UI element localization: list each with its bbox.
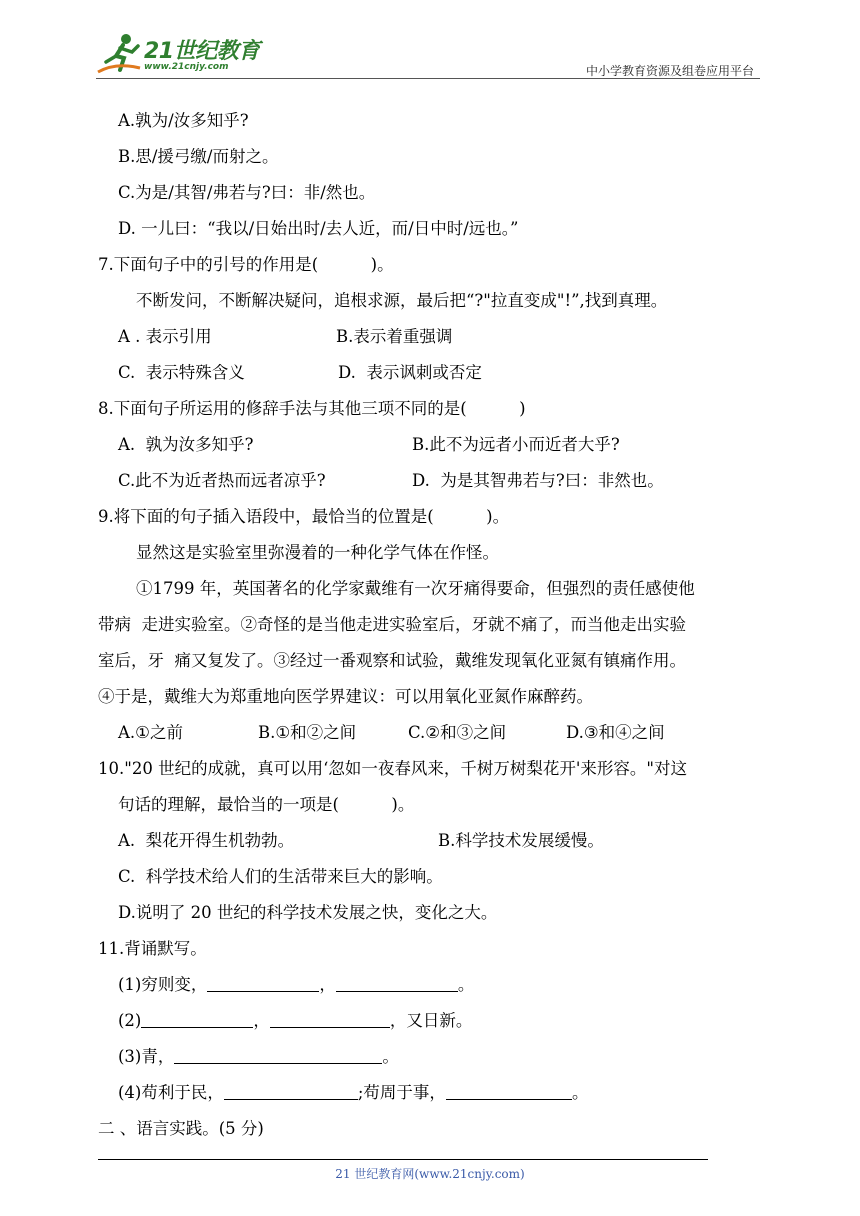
recite-end: 。 — [571, 1083, 589, 1102]
recite-sep: ;苟周于事， — [357, 1083, 446, 1102]
recite-item-2 — [118, 1010, 472, 1032]
recite-item-4 — [118, 1082, 588, 1104]
header-divider — [96, 78, 760, 79]
running-man-icon — [96, 32, 142, 74]
option-d: D. 表示讽刺或否定 — [338, 363, 482, 382]
fill-blank[interactable] — [270, 1011, 390, 1028]
option-d: D. 为是其智弗若与?曰：非然也。 — [412, 471, 664, 490]
option-c: C.此不为近者热而远者凉乎? — [118, 471, 326, 490]
option-line: C.为是/其智/弗若与?曰：非/然也。 — [118, 183, 376, 202]
recite-prefix: (4)苟利于民， — [118, 1083, 224, 1102]
footer-divider — [98, 1159, 708, 1160]
fill-blank[interactable] — [224, 1083, 358, 1100]
option-a: A . 表示引用 — [118, 327, 212, 346]
option-line: A.孰为/汝多知乎? — [118, 111, 249, 130]
option-d: D.③和④之间 — [566, 723, 665, 742]
fill-blank[interactable] — [174, 1047, 382, 1064]
passage-line: 室后，牙 痛又复发了。③经过一番观察和试验，戴维发现氧化亚氮有镇痛作用。 — [98, 651, 686, 670]
passage-line: ④于是，戴维大为郑重地向医学界建议：可以用氧化亚氮作麻醉药。 — [98, 687, 593, 706]
recite-end: ，又日新。 — [389, 1011, 473, 1030]
page-header — [96, 28, 758, 80]
site-logo[interactable] — [96, 28, 266, 78]
logo-text: 21世纪教育 — [144, 39, 260, 64]
fill-blank[interactable] — [336, 975, 458, 992]
question-7-text: 不断发问，不断解决疑问，追根求源，最后把“?"拉直变成"!”,找到真理。 — [136, 291, 668, 310]
question-11: 11.背诵默写。 — [98, 939, 207, 958]
fill-blank[interactable] — [207, 975, 319, 992]
question-10: 10."20 世纪的成就，真可以用‘忽如一夜春风来，千树万树梨花开'来形容。"对这 — [98, 759, 687, 778]
fill-blank[interactable] — [446, 1083, 572, 1100]
question-7: 7.下面句子中的引号的作用是( )。 — [98, 255, 394, 274]
option-b: B.此不为远者小而近者大乎? — [412, 435, 620, 454]
question-9-sentence: 显然这是实验室里弥漫着的一种化学气体在作怪。 — [136, 543, 499, 562]
recite-item-1 — [118, 974, 474, 996]
option-a: A.①之前 — [118, 723, 183, 742]
question-8: 8.下面句子所运用的修辞手法与其他三项不同的是( ) — [98, 399, 526, 418]
option-b: B.表示着重强调 — [336, 327, 453, 346]
passage-line: ①1799 年，英国著名的化学家戴维有一次牙痛得要命，但强烈的责任感使他 — [136, 579, 695, 598]
platform-name: 中小学教育资源及组卷应用平台 — [585, 64, 754, 78]
passage-line: 带病 走进实验室。②奇怪的是当他走进实验室后，牙就不痛了，而当他走出实验 — [98, 615, 686, 634]
logo-url: www.21cnjy.com — [144, 62, 229, 72]
recite-sep: ， — [319, 975, 336, 994]
option-d: D.说明了 20 世纪的科学技术发展之快，变化之大。 — [118, 903, 498, 922]
option-b: B.①和②之间 — [258, 723, 357, 742]
recite-prefix: (1)穷则变， — [118, 975, 208, 994]
option-line: D. 一儿曰：“我以/日始出时/去人近，而/日中时/远也。” — [118, 219, 519, 238]
option-c: C. 表示特殊含义 — [118, 363, 245, 382]
option-b: B.科学技术发展缓慢。 — [438, 831, 604, 850]
option-a: A. 孰为汝多知乎? — [118, 435, 254, 454]
recite-sep: ， — [253, 1011, 270, 1030]
footer-text[interactable]: 21 世纪教育网(www.21cnjy.com) — [335, 1167, 525, 1181]
recite-end: 。 — [382, 1047, 399, 1066]
recite-prefix: (3)青， — [118, 1047, 175, 1066]
option-line: B.思/援弓缴/而射之。 — [118, 147, 279, 166]
recite-end: 。 — [457, 975, 475, 994]
section-2-heading: 二 、语言实践。(5 分) — [98, 1119, 264, 1138]
question-9: 9.将下面的句子插入语段中，最恰当的位置是( )。 — [98, 507, 510, 526]
fill-blank[interactable] — [141, 1011, 253, 1028]
option-c: C. 科学技术给人们的生活带来巨大的影响。 — [118, 867, 443, 886]
question-10-cont: 句话的理解，最恰当的一项是( )。 — [118, 795, 415, 814]
option-a: A. 梨花开得生机勃勃。 — [118, 831, 295, 850]
recite-prefix: (2) — [118, 1011, 142, 1030]
option-c: C.②和③之间 — [408, 723, 507, 742]
recite-item-3 — [118, 1046, 399, 1068]
